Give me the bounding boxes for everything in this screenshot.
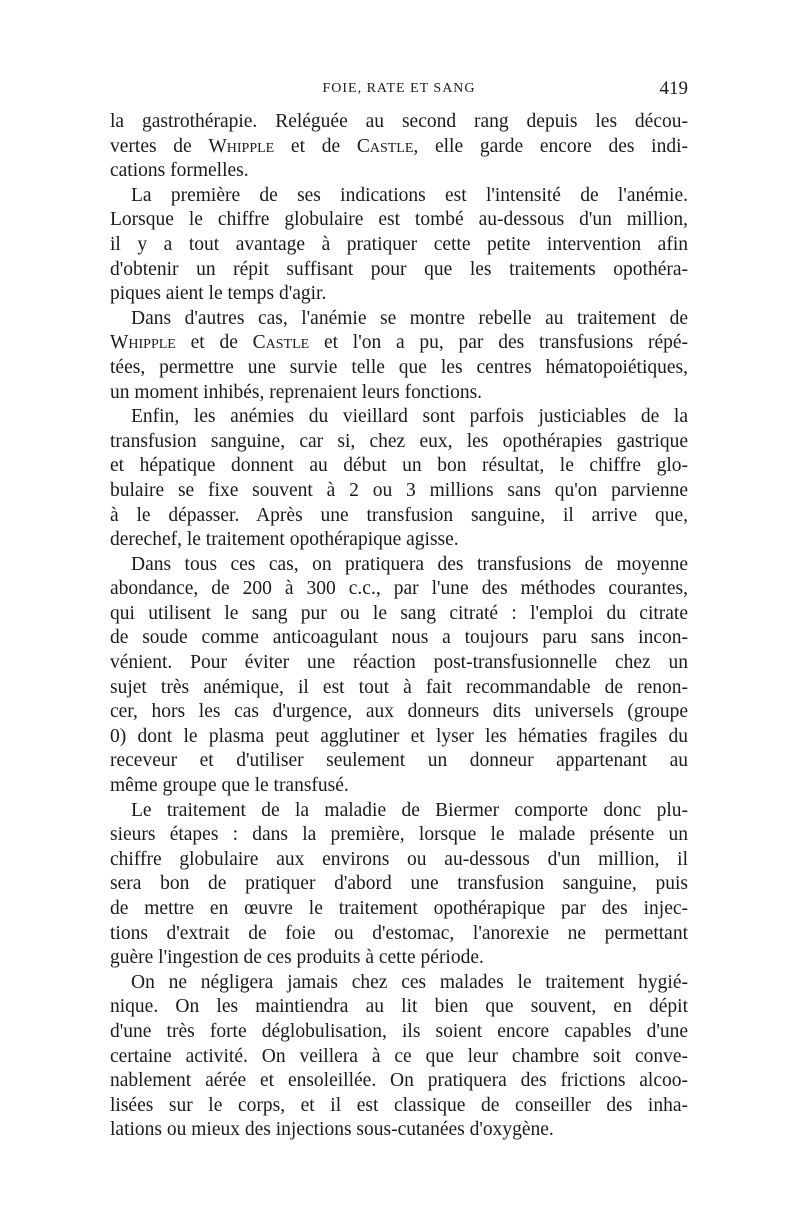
paragraph [110,184,688,307]
text-line: cations formelles. [110,160,249,182]
text-line: receveur et d'utiliser seulement un donneur appartenant au [110,750,688,772]
text-line: Whipple et de Castle et l'on a pu, par des transfusions répé- [110,332,688,354]
text-line: bulaire se fixe souvent à 2 ou 3 millions sans qu'on parvienne [110,479,688,501]
paragraph [110,110,688,184]
text-line: Dans d'autres cas, l'anémie se montre rebelle au traitement de [131,307,688,329]
paragraph [110,553,688,799]
text-line: On ne négligera jamais chez ces malades le traitement hygié- [131,971,688,993]
text-line: derechef, le traitement opothérapique agisse. [110,529,459,551]
paragraph [110,799,688,971]
author-name: Whipple [110,332,176,354]
text-line: La première de ses indications est l'intensité de l'anémie. [131,184,688,206]
body-text [110,110,688,1143]
running-title: FOIE, RATE ET SANG [322,81,476,96]
text-line: et hépatique donnent au début un bon résultat, le chiffre glo- [110,455,688,477]
text-line: cer, hors les cas d'urgence, aux donneurs dits universels (groupe [110,701,688,723]
text-line: un moment inhibés, reprenaient leurs fonctions. [110,381,483,403]
page-number: 419 [659,78,688,99]
author-name: Castle [252,332,310,354]
text-line: certaine activité. On veillera à ce que leur chambre soit conve- [110,1045,688,1067]
text-line: de soude comme anticoagulant nous a toujours paru sans incon- [110,627,688,649]
paragraph [110,971,688,1143]
text-line: qui utilisent le sang pur ou le sang citraté : l'emploi du citrate [110,602,688,624]
paragraph [110,405,688,553]
text-line: Enfin, les anémies du vieillard sont parfois justiciables de la [131,406,688,428]
running-head [110,78,688,102]
text-line: Lorsque le chiffre globulaire est tombé au-dessous d'un million, [110,209,688,231]
text-line: Le traitement de la maladie de Biermer comporte donc plu- [131,799,688,821]
text-line: la gastrothérapie. Reléguée au second rang depuis les décou- [110,111,688,132]
text-line: nique. On les maintiendra au lit bien que souvent, en dépit [110,996,688,1018]
text-line: sera bon de pratiquer d'abord une transfusion sanguine, puis [110,873,688,895]
text-line: d'une très forte déglobulisation, ils soient encore capables d'une [110,1020,688,1042]
paragraph [110,307,688,405]
text-line: sujet très anémique, il est tout à fait recommandable de renon- [110,676,688,698]
text-line: vénient. Pour éviter une réaction post-transfusionnelle chez un [110,652,688,674]
text-line: il y a tout avantage à pratiquer cette petite intervention afin [110,233,688,255]
text-line: lations ou mieux des injections sous-cutanées d'oxygène. [110,1119,554,1141]
text-line: de mettre en œuvre le traitement opothérapique par des injec- [110,898,688,919]
author-name: Whipple [208,135,275,157]
text-line: 0) dont le plasma peut agglutiner et lyser les hématies fragiles du [110,725,688,747]
text-line: sieurs étapes : dans la première, lorsque le malade présente un [110,824,688,846]
text-line: tions d'extrait de foie ou d'estomac, l'anorexie ne permettant [110,922,688,944]
text-line: piques aient le temps d'agir. [110,283,327,305]
text-line: abondance, de 200 à 300 c.c., par l'une des méthodes courantes, [110,578,688,600]
text-line: vertes de Whipple et de Castle, elle garde encore des indi- [110,135,689,157]
text-line: transfusion sanguine, car si, chez eux, les opothérapies gastrique [110,430,688,452]
text-line: chiffre globulaire aux environs ou au-dessous d'un million, il [110,848,688,870]
text-line: à le dépasser. Après une transfusion sanguine, il arrive que, [110,504,688,526]
text-line: guère l'ingestion de ces produits à cette période. [110,947,484,969]
text-line: nablement aérée et ensoleillée. On pratiquera des frictions alcoo- [110,1070,688,1092]
author-name: Castle [356,135,414,157]
text-line: Dans tous ces cas, on pratiquera des transfusions de moyenne [131,553,688,575]
text-line: même groupe que le transfusé. [110,775,349,797]
text-line: tées, permettre une survie telle que les centres hématopoiétiques, [110,356,688,378]
text-line: lisées sur le corps, et il est classique de conseiller des inha- [110,1094,688,1116]
text-line: d'obtenir un répit suffisant pour que les traitements opothéra- [110,258,688,280]
